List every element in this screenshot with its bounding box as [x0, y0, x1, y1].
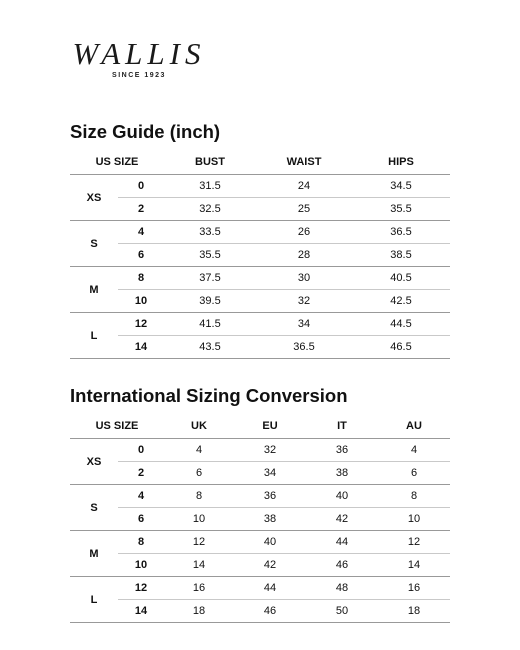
- value-cell: 48: [306, 577, 378, 600]
- table-row: [70, 531, 450, 554]
- value-cell: 26: [256, 221, 352, 244]
- column-header: BUST: [195, 156, 225, 168]
- table-row: [70, 221, 450, 244]
- value-cell: 46: [234, 600, 306, 623]
- value-cell: 4: [164, 439, 234, 462]
- column-header: IT: [337, 420, 347, 432]
- size-group-label: M: [70, 267, 118, 313]
- value-cell: 46: [306, 554, 378, 577]
- size-guide-title: Size Guide (inch): [70, 121, 221, 142]
- column-header: EU: [262, 420, 278, 432]
- value-cell: 46.5: [352, 336, 450, 359]
- value-cell: 40.5: [352, 267, 450, 290]
- value-cell: 28: [256, 244, 352, 267]
- brand-logo: [0, 38, 278, 79]
- value-cell: 34: [256, 313, 352, 336]
- table-row: [70, 577, 450, 600]
- value-cell: 36.5: [352, 221, 450, 244]
- value-cell: 14: [378, 554, 450, 577]
- table-row: [70, 244, 450, 267]
- value-cell: 10: [378, 508, 450, 531]
- size-group-label: L: [70, 577, 118, 623]
- us-size-cell: 10: [118, 290, 164, 313]
- us-size-cell: 8: [118, 531, 164, 554]
- value-cell: 43.5: [164, 336, 256, 359]
- value-cell: 34.5: [352, 175, 450, 198]
- value-cell: 35.5: [352, 198, 450, 221]
- value-cell: 32.5: [164, 198, 256, 221]
- value-cell: 40: [306, 485, 378, 508]
- us-size-cell: 4: [118, 221, 164, 244]
- table-row: [70, 290, 450, 313]
- value-cell: 35.5: [164, 244, 256, 267]
- us-size-cell: 14: [118, 336, 164, 359]
- brand-name: WALLIS: [72, 36, 206, 71]
- table-row: [70, 600, 450, 623]
- value-cell: 38.5: [352, 244, 450, 267]
- value-cell: 14: [164, 554, 234, 577]
- table-row: [70, 462, 450, 485]
- us-size-cell: 6: [118, 508, 164, 531]
- value-cell: 24: [256, 175, 352, 198]
- value-cell: 8: [164, 485, 234, 508]
- value-cell: 38: [306, 462, 378, 485]
- value-cell: 33.5: [164, 221, 256, 244]
- column-header: AU: [406, 420, 422, 432]
- value-cell: 42: [306, 508, 378, 531]
- size-group-label: M: [70, 531, 118, 577]
- us-size-cell: 6: [118, 244, 164, 267]
- table-row: [70, 485, 450, 508]
- value-cell: 30: [256, 267, 352, 290]
- value-cell: 36.5: [256, 336, 352, 359]
- table-row: [70, 554, 450, 577]
- table-row: [70, 175, 450, 198]
- us-size-cell: 2: [118, 198, 164, 221]
- size-guide-body: [70, 175, 450, 359]
- value-cell: 25: [256, 198, 352, 221]
- conversion-title: International Sizing Conversion: [70, 385, 348, 406]
- conversion-body: [70, 439, 450, 623]
- value-cell: 12: [164, 531, 234, 554]
- value-cell: 31.5: [164, 175, 256, 198]
- value-cell: 32: [256, 290, 352, 313]
- value-cell: 12: [378, 531, 450, 554]
- us-size-cell: 4: [118, 485, 164, 508]
- value-cell: 16: [164, 577, 234, 600]
- table-row: [70, 198, 450, 221]
- value-cell: 10: [164, 508, 234, 531]
- size-group-label: XS: [70, 175, 118, 221]
- column-header: UK: [191, 420, 207, 432]
- value-cell: 41.5: [164, 313, 256, 336]
- value-cell: 37.5: [164, 267, 256, 290]
- value-cell: 44: [306, 531, 378, 554]
- size-group-label: XS: [70, 439, 118, 485]
- us-size-cell: 12: [118, 577, 164, 600]
- value-cell: 39.5: [164, 290, 256, 313]
- column-header: US SIZE: [95, 156, 139, 168]
- column-header: HIPS: [388, 156, 414, 168]
- column-header: WAIST: [286, 156, 322, 168]
- us-size-cell: 0: [118, 439, 164, 462]
- size-guide-header-row: [70, 150, 450, 175]
- us-size-cell: 10: [118, 554, 164, 577]
- value-cell: 18: [378, 600, 450, 623]
- conversion-header-row: [70, 414, 450, 439]
- brand-tagline: SINCE 1923: [112, 72, 166, 79]
- value-cell: 36: [306, 439, 378, 462]
- value-cell: 40: [234, 531, 306, 554]
- value-cell: 6: [164, 462, 234, 485]
- value-cell: 44: [234, 577, 306, 600]
- table-row: [70, 267, 450, 290]
- us-size-cell: 2: [118, 462, 164, 485]
- value-cell: 38: [234, 508, 306, 531]
- table-row: [70, 336, 450, 359]
- size-guide-table: [70, 150, 450, 359]
- value-cell: 16: [378, 577, 450, 600]
- value-cell: 44.5: [352, 313, 450, 336]
- us-size-cell: 0: [118, 175, 164, 198]
- conversion-table: [70, 414, 450, 623]
- us-size-cell: 8: [118, 267, 164, 290]
- value-cell: 6: [378, 462, 450, 485]
- us-size-cell: 12: [118, 313, 164, 336]
- value-cell: 42: [234, 554, 306, 577]
- value-cell: 34: [234, 462, 306, 485]
- value-cell: 18: [164, 600, 234, 623]
- value-cell: 36: [234, 485, 306, 508]
- table-row: [70, 313, 450, 336]
- size-group-label: S: [70, 485, 118, 531]
- value-cell: 50: [306, 600, 378, 623]
- value-cell: 42.5: [352, 290, 450, 313]
- table-row: [70, 508, 450, 531]
- value-cell: 4: [378, 439, 450, 462]
- column-header: US SIZE: [95, 420, 139, 432]
- size-group-label: S: [70, 221, 118, 267]
- size-group-label: L: [70, 313, 118, 359]
- value-cell: 32: [234, 439, 306, 462]
- value-cell: 8: [378, 485, 450, 508]
- table-row: [70, 439, 450, 462]
- us-size-cell: 14: [118, 600, 164, 623]
